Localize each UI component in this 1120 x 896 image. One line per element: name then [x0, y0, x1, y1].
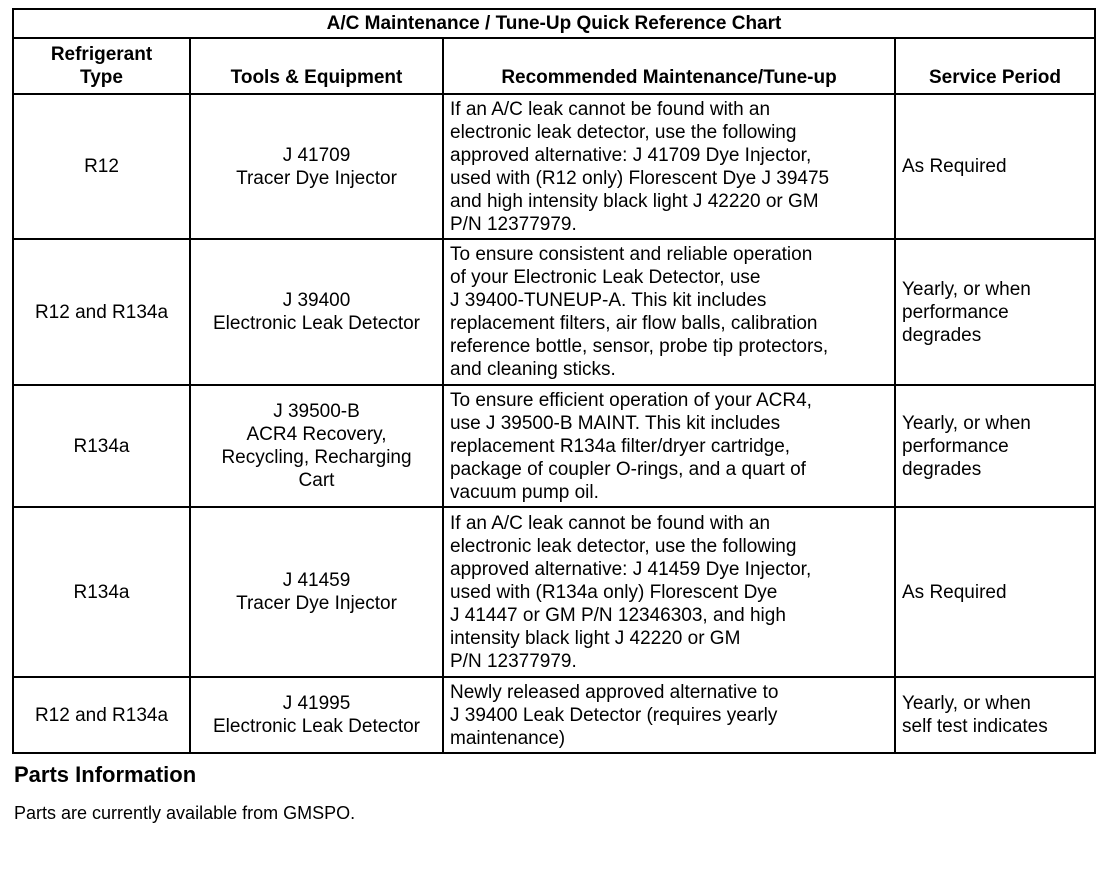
refrigerant-type-cell: R12 — [13, 94, 190, 239]
maintenance-cell-line: and cleaning sticks. — [450, 359, 616, 380]
refrigerant-type-cell: R134a — [13, 385, 190, 507]
service-period-cell — [895, 507, 1095, 677]
service-period-cell-line: performance — [902, 435, 1009, 457]
maintenance-cell-line: J 41447 or GM P/N 12346303, and high — [450, 604, 786, 626]
refrigerant-type-cell: R12 and R134a — [13, 677, 190, 753]
tool-cell-line: J 39400 — [282, 290, 351, 311]
maintenance-cell-line: To ensure efficient operation of your ACR4, — [450, 389, 812, 411]
header-tools: Tools & Equipment — [190, 38, 443, 94]
maintenance-cell — [443, 239, 895, 385]
tool-cell-line: J 39500-B — [273, 401, 360, 422]
maintenance-cell-line: If an A/C leak cannot be found with an — [450, 512, 771, 534]
chart-title: A/C Maintenance / Tune-Up Quick Reference Chart — [13, 9, 1095, 38]
tool-cell-line: Tracer Dye Injector — [236, 167, 397, 189]
header-refrigerant-type — [13, 38, 190, 94]
service-period-cell — [895, 677, 1095, 753]
header-maintenance: Recommended Maintenance/Tune-up — [443, 38, 895, 94]
parts-heading: Parts Information — [14, 762, 197, 787]
tool-cell-line: J 41995 — [282, 693, 351, 714]
maintenance-cell-line: approved alternative: J 41709 Dye Injector, — [450, 144, 812, 166]
maintenance-cell-line: reference bottle, sensor, probe tip protectors, — [450, 336, 829, 357]
maintenance-cell-line: used with (R134a only) Florescent Dye — [450, 581, 778, 603]
table-row — [13, 94, 1095, 239]
service-period-cell-line: Yearly, or when — [902, 693, 1031, 714]
maintenance-cell-line: J 39400 Leak Detector (requires yearly — [450, 704, 778, 726]
maintenance-cell — [443, 507, 895, 677]
service-period-cell-line: degrades — [902, 324, 982, 346]
service-period-cell — [895, 94, 1095, 239]
maintenance-cell-line: intensity black light J 42220 or GM — [450, 627, 741, 649]
header-period: Service Period — [895, 38, 1095, 94]
maintenance-cell-line: vacuum pump oil. — [450, 481, 599, 503]
maintenance-cell-line: electronic leak detector, use the following — [450, 121, 797, 143]
service-period-cell — [895, 239, 1095, 385]
service-period-cell-line: performance — [902, 301, 1009, 323]
maintenance-cell-line: replacement filters, air flow balls, calibration — [450, 313, 818, 334]
tool-cell-line: J 41459 — [282, 570, 351, 591]
maintenance-cell-line: of your Electronic Leak Detector, use — [450, 267, 761, 288]
refrigerant-type-cell: R12 and R134a — [13, 239, 190, 385]
header-row — [13, 38, 1095, 94]
service-period-cell-line: Yearly, or when — [902, 412, 1031, 434]
reference-chart-sheet — [12, 8, 1094, 754]
tool-cell-line: J 41709 — [282, 144, 351, 166]
tool-cell-line: Recycling, Recharging — [221, 447, 412, 468]
service-period-cell-line: As Required — [902, 581, 1007, 603]
reference-chart-table — [12, 8, 1096, 754]
tool-cell — [190, 677, 443, 753]
maintenance-cell-line: approved alternative: J 41459 Dye Injector, — [450, 558, 812, 580]
tool-cell — [190, 94, 443, 239]
tool-cell-line: Electronic Leak Detector — [213, 313, 420, 334]
table-row — [13, 239, 1095, 385]
chart-body — [13, 94, 1095, 753]
service-period-cell-line: self test indicates — [902, 716, 1048, 737]
tool-cell — [190, 507, 443, 677]
tool-cell — [190, 239, 443, 385]
table-row — [13, 385, 1095, 507]
tool-cell-line: Cart — [298, 470, 335, 491]
service-period-cell-line: Yearly, or when — [902, 278, 1031, 300]
parts-availability-text: Parts are currently available from GMSPO. — [14, 803, 356, 823]
maintenance-cell-line: and high intensity black light J 42220 or GM — [450, 190, 819, 212]
maintenance-cell-line: used with (R12 only) Florescent Dye J 39475 — [450, 167, 830, 189]
service-period-cell — [895, 385, 1095, 507]
service-period-cell-line: As Required — [902, 156, 1007, 177]
maintenance-cell-line: P/N 12377979. — [450, 213, 577, 235]
maintenance-cell-line: To ensure consistent and reliable operation — [450, 244, 813, 265]
table-row — [13, 507, 1095, 677]
table-row — [13, 677, 1095, 753]
maintenance-cell — [443, 94, 895, 239]
tool-cell — [190, 385, 443, 507]
header-type-line2: Type — [80, 67, 123, 88]
maintenance-cell-line: J 39400-TUNEUP-A. This kit includes — [450, 290, 767, 311]
maintenance-cell-line: electronic leak detector, use the following — [450, 535, 797, 557]
header-type-line1: Refrigerant — [50, 44, 153, 65]
tool-cell-line: Electronic Leak Detector — [213, 716, 420, 737]
maintenance-cell-line: P/N 12377979. — [450, 650, 577, 672]
maintenance-cell-line: If an A/C leak cannot be found with an — [450, 98, 771, 120]
maintenance-cell-line: maintenance) — [450, 727, 566, 749]
refrigerant-type-cell: R134a — [13, 507, 190, 677]
maintenance-cell-line: Newly released approved alternative to — [450, 681, 779, 703]
tool-cell-line: Tracer Dye Injector — [236, 593, 397, 614]
service-period-cell-line: degrades — [902, 458, 982, 480]
maintenance-cell — [443, 677, 895, 753]
maintenance-cell-line: use J 39500-B MAINT. This kit includes — [450, 412, 781, 434]
maintenance-cell-line: package of coupler O-rings, and a quart of — [450, 458, 806, 480]
maintenance-cell — [443, 385, 895, 507]
tool-cell-line: ACR4 Recovery, — [246, 424, 387, 445]
maintenance-cell-line: replacement R134a filter/dryer cartridge, — [450, 435, 791, 457]
